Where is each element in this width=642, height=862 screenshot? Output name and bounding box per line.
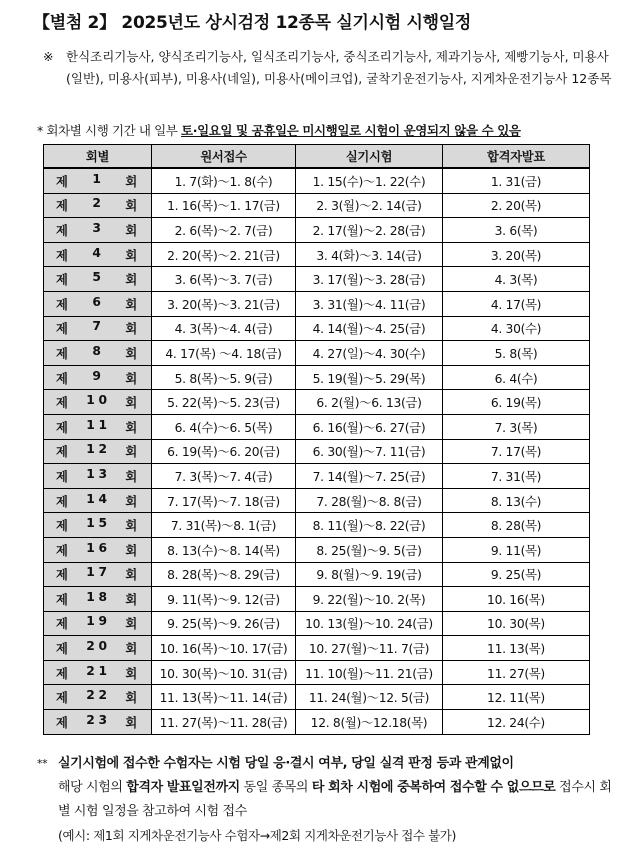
- round-number: 5: [92, 270, 101, 285]
- table-row: [44, 685, 590, 710]
- result-date-cell: 11. 13(목): [443, 636, 590, 661]
- exam-period-cell: 11. 10(월)～11. 21(금): [296, 660, 443, 685]
- apply-period-cell: 11. 13(목)～11. 14(금): [152, 685, 296, 710]
- table-row: [44, 390, 590, 415]
- result-date-cell: 10. 16(목): [443, 587, 590, 612]
- table-row: [44, 242, 590, 267]
- round-cell: [44, 390, 152, 415]
- table-row: [44, 513, 590, 538]
- exam-period-cell: 8. 11(월)～8. 22(금): [296, 513, 443, 538]
- round-suffix: 회: [125, 248, 137, 263]
- round-cell: [44, 168, 152, 193]
- round-cell: [44, 562, 152, 587]
- result-date-cell: 9. 25(목): [443, 562, 590, 587]
- table-row: [44, 636, 590, 661]
- round-suffix: 회: [125, 174, 137, 189]
- apply-period-cell: 9. 11(목)～9. 12(금): [152, 587, 296, 612]
- round-prefix: 제: [56, 371, 68, 386]
- exam-period-cell: 10. 13(월)～10. 24(금): [296, 611, 443, 636]
- apply-period-cell: 10. 30(목)～10. 31(금): [152, 660, 296, 685]
- page-title: 【별첨 2】 2025년도 상시검정 12종목 실기시험 시행일정: [33, 13, 472, 33]
- round-suffix: 회: [125, 469, 137, 484]
- round-number: 2 1: [86, 663, 107, 678]
- table-row: [44, 488, 590, 513]
- round-cell: [44, 710, 152, 735]
- round-suffix: 회: [125, 568, 137, 583]
- result-date-cell: 4. 3(목): [443, 267, 590, 292]
- exam-period-cell: 5. 19(월)～5. 29(목): [296, 365, 443, 390]
- round-suffix: 회: [125, 642, 137, 657]
- footer-mark: **: [37, 757, 48, 770]
- round-prefix: 제: [56, 568, 68, 583]
- round-prefix: 제: [56, 273, 68, 288]
- result-date-cell: 7. 3(목): [443, 414, 590, 439]
- col-header-exam: 실기시험: [296, 145, 443, 169]
- apply-period-cell: 10. 16(목)～10. 17(금): [152, 636, 296, 661]
- weekend-notice: [37, 123, 521, 139]
- round-suffix: 회: [125, 715, 137, 730]
- table-row: [44, 341, 590, 366]
- exam-period-cell: 3. 4(화)～3. 14(금): [296, 242, 443, 267]
- apply-period-cell: 1. 7(화)～1. 8(수): [152, 168, 296, 193]
- apply-period-cell: 3. 6(목)～3. 7(금): [152, 267, 296, 292]
- round-suffix: 회: [125, 445, 137, 460]
- exam-period-cell: 8. 25(월)～9. 5(금): [296, 537, 443, 562]
- round-prefix: 제: [56, 469, 68, 484]
- apply-period-cell: 5. 22(목)～5. 23(금): [152, 390, 296, 415]
- round-prefix: 제: [56, 297, 68, 312]
- round-number: 2 3: [86, 712, 107, 727]
- round-prefix: 제: [56, 223, 68, 238]
- result-date-cell: 5. 8(목): [443, 341, 590, 366]
- apply-period-cell: 6. 19(목)～6. 20(금): [152, 439, 296, 464]
- table-row: [44, 193, 590, 218]
- result-date-cell: 7. 31(목): [443, 464, 590, 489]
- apply-period-cell: 8. 28(목)～8. 29(금): [152, 562, 296, 587]
- round-prefix: 제: [56, 691, 68, 706]
- round-prefix: 제: [56, 322, 68, 337]
- schedule-table: [43, 144, 590, 735]
- round-number: 2 2: [86, 688, 107, 703]
- result-date-cell: 8. 28(목): [443, 513, 590, 538]
- table-row: [44, 464, 590, 489]
- round-suffix: 회: [125, 691, 137, 706]
- table-row: [44, 587, 590, 612]
- round-cell: [44, 439, 152, 464]
- round-prefix: 제: [56, 642, 68, 657]
- note-mark: ※: [43, 49, 54, 64]
- exam-period-cell: 3. 17(월)～3. 28(금): [296, 267, 443, 292]
- round-cell: [44, 316, 152, 341]
- footer-bold-3: 타 회차 시험에 중복하여 접수할 수 없으므로: [311, 780, 556, 795]
- round-number: 1 7: [86, 565, 107, 580]
- round-cell: [44, 464, 152, 489]
- target-items-note: [43, 46, 613, 90]
- apply-period-cell: 4. 17(목) ～4. 18(금): [152, 341, 296, 366]
- exam-period-cell: 6. 30(월)～7. 11(금): [296, 439, 443, 464]
- round-suffix: 회: [125, 592, 137, 607]
- apply-period-cell: 2. 20(목)～2. 21(금): [152, 242, 296, 267]
- round-cell: [44, 611, 152, 636]
- round-suffix: 회: [125, 494, 137, 509]
- round-prefix: 제: [56, 715, 68, 730]
- table-row: [44, 316, 590, 341]
- apply-period-cell: 3. 20(목)～3. 21(금): [152, 291, 296, 316]
- round-cell: [44, 267, 152, 292]
- footer-text-1: 해당 시험의: [58, 780, 127, 795]
- round-prefix: 제: [56, 174, 68, 189]
- footer-text-3: 접수시 회별 시험 일정을 참고하여 시험 접수: [58, 780, 612, 819]
- round-prefix: 제: [56, 592, 68, 607]
- exam-period-cell: 12. 8(월)～12.18(목): [296, 710, 443, 735]
- col-header-round: 회별: [44, 145, 152, 169]
- round-number: 1 5: [86, 516, 107, 531]
- round-number: 1 9: [86, 614, 107, 629]
- exam-period-cell: 3. 31(월)～4. 11(금): [296, 291, 443, 316]
- round-cell: [44, 218, 152, 243]
- table-row: [44, 168, 590, 193]
- round-cell: [44, 414, 152, 439]
- round-prefix: 제: [56, 543, 68, 558]
- round-suffix: 회: [125, 371, 137, 386]
- apply-period-cell: 11. 27(목)～11. 28(금): [152, 710, 296, 735]
- result-date-cell: 1. 31(금): [443, 168, 590, 193]
- round-prefix: 제: [56, 494, 68, 509]
- weekend-notice-prefix: * 회차별 시행 기간 내 일부: [37, 123, 182, 138]
- round-prefix: 제: [56, 617, 68, 632]
- round-cell: [44, 685, 152, 710]
- round-number: 2 0: [86, 639, 107, 654]
- result-date-cell: 11. 27(목): [443, 660, 590, 685]
- table-row: [44, 660, 590, 685]
- apply-period-cell: 7. 31(목)～8. 1(금): [152, 513, 296, 538]
- col-header-result: 합격자발표: [443, 145, 590, 169]
- round-number: 1 4: [86, 491, 107, 506]
- apply-period-cell: 6. 4(수)～6. 5(목): [152, 414, 296, 439]
- table-row: [44, 439, 590, 464]
- result-date-cell: 12. 11(목): [443, 685, 590, 710]
- result-date-cell: 10. 30(목): [443, 611, 590, 636]
- result-date-cell: 9. 11(목): [443, 537, 590, 562]
- result-date-cell: 6. 19(목): [443, 390, 590, 415]
- round-prefix: 제: [56, 445, 68, 460]
- round-number: 1: [92, 171, 101, 186]
- result-date-cell: 3. 6(목): [443, 218, 590, 243]
- result-date-cell: 4. 17(목): [443, 291, 590, 316]
- exam-period-cell: 9. 22(월)～10. 2(목): [296, 587, 443, 612]
- round-suffix: 회: [125, 223, 137, 238]
- exam-period-cell: 7. 28(월)～8. 8(금): [296, 488, 443, 513]
- round-cell: [44, 365, 152, 390]
- round-suffix: 회: [125, 273, 137, 288]
- result-date-cell: 8. 13(수): [443, 488, 590, 513]
- round-cell: [44, 242, 152, 267]
- apply-period-cell: 4. 3(목)～4. 4(금): [152, 316, 296, 341]
- apply-period-cell: 7. 3(목)～7. 4(금): [152, 464, 296, 489]
- weekend-notice-emphasis: 토·일요일 및 공휴일은 미시행일로 시험이 운영되지 않을 수 있음: [181, 123, 521, 138]
- round-number: 8: [92, 343, 101, 358]
- table-row: [44, 537, 590, 562]
- apply-period-cell: 5. 8(목)～5. 9(금): [152, 365, 296, 390]
- table-row: [44, 365, 590, 390]
- exam-period-cell: 10. 27(월)～11. 7(금): [296, 636, 443, 661]
- round-suffix: 회: [125, 396, 137, 411]
- round-prefix: 제: [56, 666, 68, 681]
- table-row: [44, 611, 590, 636]
- footer-notice: [37, 752, 617, 848]
- round-number: 1 2: [86, 442, 107, 457]
- table-row: [44, 291, 590, 316]
- round-suffix: 회: [125, 199, 137, 214]
- footer-example: (예시: 제1회 지게차운전기능사 수험자→제2회 지게차운전기능사 접수 불가): [58, 828, 456, 843]
- round-number: 6: [92, 294, 101, 309]
- round-number: 7: [92, 319, 101, 334]
- exam-period-cell: 6. 16(월)～6. 27(금): [296, 414, 443, 439]
- round-suffix: 회: [125, 346, 137, 361]
- exam-period-cell: 7. 14(월)～7. 25(금): [296, 464, 443, 489]
- round-cell: [44, 341, 152, 366]
- col-header-apply: 원서접수: [152, 145, 296, 169]
- round-number: 3: [92, 220, 101, 235]
- round-number: 9: [92, 368, 101, 383]
- round-suffix: 회: [125, 617, 137, 632]
- round-number: 1 1: [86, 417, 107, 432]
- round-cell: [44, 587, 152, 612]
- round-suffix: 회: [125, 322, 137, 337]
- round-prefix: 제: [56, 420, 68, 435]
- table-row: [44, 218, 590, 243]
- round-cell: [44, 636, 152, 661]
- table-row: [44, 710, 590, 735]
- round-prefix: 제: [56, 248, 68, 263]
- round-cell: [44, 537, 152, 562]
- result-date-cell: 7. 17(목): [443, 439, 590, 464]
- table-row: [44, 562, 590, 587]
- table-row: [44, 414, 590, 439]
- footer-text-2: 동일 종목의: [239, 780, 312, 795]
- round-number: 1 0: [86, 393, 107, 408]
- apply-period-cell: 8. 13(수)～8. 14(목): [152, 537, 296, 562]
- result-date-cell: 2. 20(목): [443, 193, 590, 218]
- footer-bold-1: 실기시험에 접수한 수험자는 시험 당일 응·결시 여부, 당일 실격 판정 등과 관계없이: [58, 756, 514, 771]
- round-number: 1 3: [86, 466, 107, 481]
- round-suffix: 회: [125, 420, 137, 435]
- round-number: 1 8: [86, 589, 107, 604]
- round-prefix: 제: [56, 519, 68, 534]
- round-number: 4: [92, 245, 101, 260]
- table-header-row: [44, 145, 590, 169]
- round-cell: [44, 488, 152, 513]
- apply-period-cell: 7. 17(목)～7. 18(금): [152, 488, 296, 513]
- target-items-text: 한식조리기능사, 양식조리기능사, 일식조리기능사, 중식조리기능사, 제과기능사, 제빵기능사, 미용사(일반), 미용사(피부), 미용사(네일), 미용사(메이크업), 굴착기운전기능사, 지게차운전기능사 12종목: [66, 49, 612, 86]
- exam-period-cell: 4. 27(일)～4. 30(수): [296, 341, 443, 366]
- apply-period-cell: 2. 6(목)～2. 7(금): [152, 218, 296, 243]
- exam-period-cell: 9. 8(월)～9. 19(금): [296, 562, 443, 587]
- result-date-cell: 6. 4(수): [443, 365, 590, 390]
- round-cell: [44, 660, 152, 685]
- apply-period-cell: 9. 25(목)～9. 26(금): [152, 611, 296, 636]
- exam-period-cell: 2. 3(월)～2. 14(금): [296, 193, 443, 218]
- round-cell: [44, 291, 152, 316]
- exam-period-cell: 1. 15(수)～1. 22(수): [296, 168, 443, 193]
- round-suffix: 회: [125, 543, 137, 558]
- round-suffix: 회: [125, 519, 137, 534]
- round-prefix: 제: [56, 199, 68, 214]
- result-date-cell: 4. 30(수): [443, 316, 590, 341]
- round-cell: [44, 513, 152, 538]
- round-number: 2: [92, 196, 101, 211]
- result-date-cell: 3. 20(목): [443, 242, 590, 267]
- result-date-cell: 12. 24(수): [443, 710, 590, 735]
- round-prefix: 제: [56, 346, 68, 361]
- round-number: 1 6: [86, 540, 107, 555]
- round-cell: [44, 193, 152, 218]
- round-suffix: 회: [125, 666, 137, 681]
- exam-period-cell: 4. 14(월)～4. 25(금): [296, 316, 443, 341]
- round-prefix: 제: [56, 396, 68, 411]
- footer-bold-2: 합격자 발표일전까지: [126, 780, 240, 795]
- round-suffix: 회: [125, 297, 137, 312]
- table-row: [44, 267, 590, 292]
- exam-period-cell: 2. 17(월)～2. 28(금): [296, 218, 443, 243]
- exam-period-cell: 6. 2(월)～6. 13(금): [296, 390, 443, 415]
- apply-period-cell: 1. 16(목)～1. 17(금): [152, 193, 296, 218]
- exam-period-cell: 11. 24(월)～12. 5(금): [296, 685, 443, 710]
